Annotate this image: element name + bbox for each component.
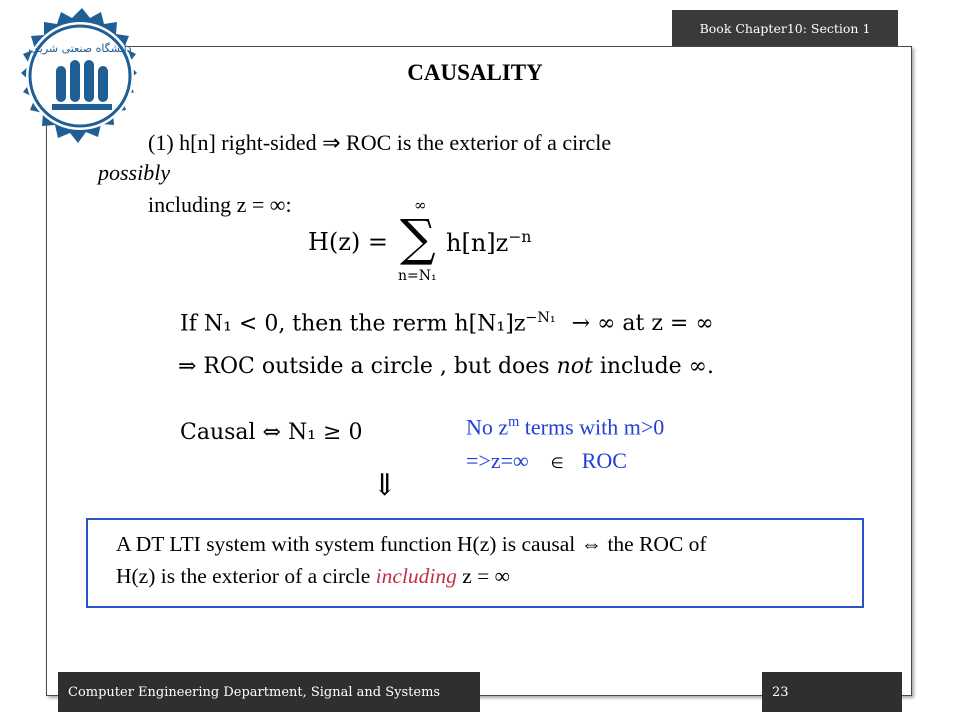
footer-department: Computer Engineering Department, Signal and Systems xyxy=(58,672,480,712)
causal-conclusion-box xyxy=(86,518,864,608)
eq-sum-bottom: n=N₁ xyxy=(398,268,437,284)
box-line1: A DT LTI system with system function H(z) is causal ⇔ the ROC of xyxy=(116,532,707,556)
eq-rhs: $h[n]z^{-n}$ xyxy=(446,228,532,257)
element-of-icon: ∈ xyxy=(550,456,564,472)
down-arrow-icon: ⇓ xyxy=(372,468,398,503)
roc-outside-line: ⇒ ROC outside a circle , but does not include ∞. xyxy=(178,354,714,379)
logo-caption: دانشگاه صنعتی شریف xyxy=(28,42,132,55)
note-line1: No $z^m$ terms with m>0 xyxy=(466,414,665,440)
eq-sum-top: ∞ xyxy=(414,196,427,214)
item1-line3: including z = ∞: xyxy=(148,192,292,217)
item1-line2: possibly xyxy=(98,160,171,185)
chapter-tag: Book Chapter10: Section 1 xyxy=(672,10,898,46)
footer-page-number: 23 xyxy=(762,672,902,712)
box-line2: H(z) is the exterior of a circle including z = ∞ xyxy=(116,564,511,588)
if-condition-line: If N₁ < 0, then the rerm $h[N_1]z^{-N_1}$ → ∞ at z = ∞ xyxy=(180,310,714,337)
university-logo xyxy=(2,4,162,162)
note-line2: =>z=∞ ∈ ROC xyxy=(466,448,627,473)
slide-title: CAUSALITY xyxy=(407,60,543,85)
eq-lhs: H(z) = xyxy=(308,228,389,256)
item1-line1: (1) h[n] right-sided ⇒ ROC is the exterior of a circle xyxy=(148,130,612,155)
causal-line: Causal ⇔ N₁ ≥ 0 xyxy=(180,420,363,445)
eq-sum-symbol: ∑ xyxy=(400,209,436,267)
